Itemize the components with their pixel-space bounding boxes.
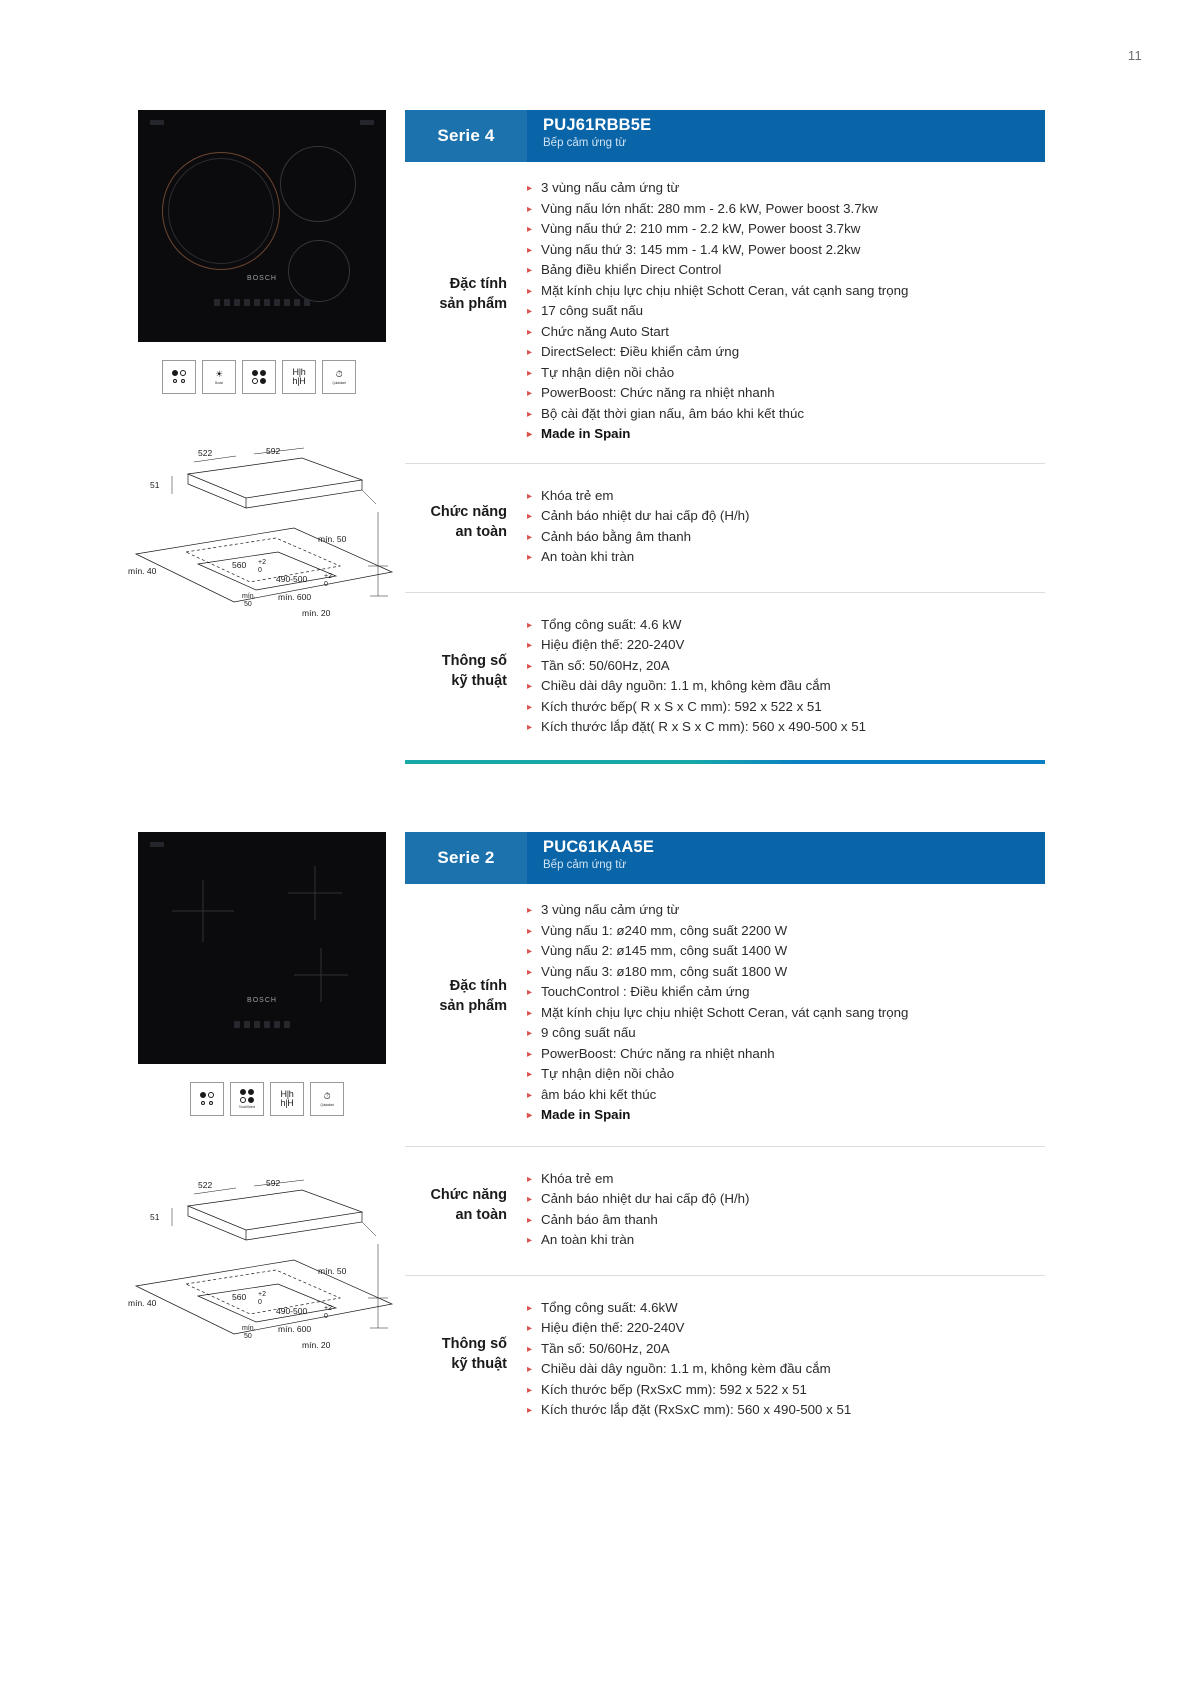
residual-heat-icon: H|h h|H bbox=[270, 1082, 304, 1116]
spec-body-safety bbox=[525, 1169, 1045, 1251]
model-name: PUC61KAA5E bbox=[543, 838, 655, 856]
zone-dots bbox=[200, 1092, 214, 1106]
control-panel-strip bbox=[206, 1018, 318, 1030]
list-item: ▸ Mặt kính chịu lực chịu nhiệt Schott Ceran, vát cạnh sang trọng bbox=[525, 1003, 1045, 1024]
list-item: ▸ Khóa trẻ em bbox=[525, 1169, 1045, 1190]
list-item: ▸ Vùng nấu 1: ø240 mm, công suất 2200 W bbox=[525, 921, 1045, 942]
dim-cutout-width: 560 bbox=[232, 1292, 247, 1302]
product-visuals-serie4 bbox=[128, 110, 386, 621]
list-item: ▸ Cảnh báo nhiệt dư hai cấp độ (H/h) bbox=[525, 1189, 1045, 1210]
four-zones-icon bbox=[162, 360, 196, 394]
feature-icon-row-serie2 bbox=[138, 1082, 386, 1116]
spec-body-technical bbox=[525, 615, 1045, 738]
list-item: ▸ Cảnh báo bằng âm thanh bbox=[525, 527, 1045, 548]
zone-dots bbox=[172, 370, 186, 384]
list-item: ▸ Vùng nấu 3: ø180 mm, công suất 1800 W bbox=[525, 962, 1045, 983]
dim-depth: 522 bbox=[198, 1180, 213, 1190]
spec-row-features bbox=[405, 162, 1045, 463]
spec-label-features: Đặc tính sản phẩm bbox=[439, 276, 507, 312]
control-panel-strip bbox=[206, 296, 318, 308]
power-boost-icon: ☀ Boost bbox=[202, 360, 236, 394]
dim-min-20: mín. 20 bbox=[302, 1340, 331, 1350]
dim-width: 592 bbox=[266, 1178, 281, 1188]
list-item: ▸ Vùng nấu thứ 2: 210 mm - 2.2 kW, Power boost 3.7kw bbox=[525, 219, 1045, 240]
model-subtitle: Bếp cảm ứng từ bbox=[543, 859, 627, 871]
list-item: ▸ Tần số: 50/60Hz, 20A bbox=[525, 1339, 1045, 1360]
drawing-svg bbox=[126, 446, 402, 626]
bosch-logo: BOSCH bbox=[247, 997, 277, 1004]
installation-drawing-serie4 bbox=[128, 446, 390, 621]
list-item: ▸ Tổng công suất: 4.6 kW bbox=[525, 615, 1045, 636]
list-item: ▸ An toàn khi tràn bbox=[525, 547, 1045, 568]
list-item: ▸ Bộ cài đặt thời gian nấu, âm báo khi kết thúc bbox=[525, 404, 1045, 425]
model-box bbox=[527, 110, 1045, 162]
dim-height: 51 bbox=[150, 480, 160, 490]
list-item: ▸ An toàn khi tràn bbox=[525, 1230, 1045, 1251]
icon-caption: Quickstart bbox=[320, 1102, 334, 1107]
list-item: ▸ âm báo khi kết thúc bbox=[525, 1085, 1045, 1106]
spec-row-technical bbox=[405, 592, 1045, 762]
product-header-serie4 bbox=[405, 110, 1045, 162]
touchselect-icon bbox=[230, 1082, 264, 1116]
list-item: ▸ 3 vùng nấu cảm ứng từ bbox=[525, 178, 1045, 199]
list-item: ▸ Mặt kính chịu lực chịu nhiệt Schott Ceran, vát cạnh sang trọng bbox=[525, 281, 1045, 302]
zones-grid-icon bbox=[242, 360, 276, 394]
list-item: ▸ PowerBoost: Chức năng ra nhiệt nhanh bbox=[525, 383, 1045, 404]
dim-height: 51 bbox=[150, 1212, 160, 1222]
section-divider bbox=[405, 760, 1045, 764]
list-item: ▸ DirectSelect: Điều khiển cảm ứng bbox=[525, 342, 1045, 363]
spec-body-safety bbox=[525, 486, 1045, 568]
list-item: ▸ Kích thước bếp (RxSxC mm): 592 x 522 x 51 bbox=[525, 1380, 1045, 1401]
dim-min-600: mín. 600 bbox=[278, 1324, 312, 1334]
svg-text:0: 0 bbox=[324, 1313, 328, 1320]
list-item: ▸ 9 công suất nấu bbox=[525, 1023, 1045, 1044]
spec-row-features bbox=[405, 884, 1045, 1146]
dim-min-50: mín. 50 bbox=[318, 1266, 347, 1276]
cooking-zone-medium bbox=[288, 866, 342, 920]
dim-cutout-width: 560 bbox=[232, 560, 247, 570]
cooking-zone-small bbox=[294, 948, 348, 1002]
spec-label-features: Đặc tính sản phẩm bbox=[439, 978, 507, 1014]
dim-cutout-depth: 490-500 bbox=[276, 574, 308, 584]
list-item: ▸ Hiệu điện thế: 220-240V bbox=[525, 635, 1045, 656]
spec-label-technical: Thông số kỹ thuật bbox=[441, 652, 507, 689]
svg-text:+2: +2 bbox=[258, 559, 266, 566]
spec-body-features bbox=[525, 900, 1045, 1126]
product-photo-serie2 bbox=[138, 832, 386, 1064]
list-item: ▸ 17 công suất nấu bbox=[525, 301, 1045, 322]
list-item: ▸ PowerBoost: Chức năng ra nhiệt nhanh bbox=[525, 1044, 1045, 1065]
spec-row-technical bbox=[405, 1275, 1045, 1445]
list-item: ▸ Khóa trẻ em bbox=[525, 486, 1045, 507]
list-item: ▸ Tự nhận diện nồi chảo bbox=[525, 363, 1045, 384]
list-item: ▸ Chiều dài dây nguồn: 1.1 m, không kèm đầu cắm bbox=[525, 676, 1045, 697]
model-box bbox=[527, 832, 1045, 884]
zone-dots bbox=[240, 1089, 254, 1103]
installation-drawing-serie2 bbox=[128, 1178, 390, 1353]
list-item: ▸ Tần số: 50/60Hz, 20A bbox=[525, 656, 1045, 677]
dim-cutout-depth: 490-500 bbox=[276, 1306, 308, 1316]
serie-badge: Serie 4 bbox=[405, 110, 527, 162]
dim-min-600: mín. 600 bbox=[278, 592, 312, 602]
spec-table-serie4 bbox=[405, 110, 1045, 762]
spec-label-safety: Chức năng an toàn bbox=[430, 1186, 507, 1223]
dim-width: 592 bbox=[266, 446, 281, 456]
list-item: ▸ Tổng công suất: 4.6kW bbox=[525, 1298, 1045, 1319]
dim-min-40: mín. 40 bbox=[128, 1298, 157, 1308]
svg-text:+2: +2 bbox=[258, 1291, 266, 1298]
svg-text:+2: +2 bbox=[324, 573, 332, 580]
product-visuals-serie2 bbox=[128, 832, 386, 1353]
model-name: PUJ61RBB5E bbox=[543, 116, 652, 134]
list-item: ▸ Made in Spain bbox=[525, 424, 1045, 445]
svg-text:50: 50 bbox=[244, 601, 252, 608]
dim-depth: 522 bbox=[198, 448, 213, 458]
list-item: ▸ Chức năng Auto Start bbox=[525, 322, 1045, 343]
list-item: ▸ Made in Spain bbox=[525, 1105, 1045, 1126]
photo-corner-right bbox=[360, 120, 374, 125]
icon-caption: Quickstart bbox=[332, 380, 346, 385]
product-photo-serie4 bbox=[138, 110, 386, 342]
photo-corner-left bbox=[150, 120, 164, 125]
svg-text:50: 50 bbox=[244, 1333, 252, 1340]
list-item: ▸ Hiệu điện thế: 220-240V bbox=[525, 1318, 1045, 1339]
zone-dots bbox=[252, 370, 266, 384]
product-header-serie2 bbox=[405, 832, 1045, 884]
quickstart-timer-icon: ⏱ Quickstart bbox=[322, 360, 356, 394]
list-item: ▸ Tự nhận diện nồi chảo bbox=[525, 1064, 1045, 1085]
list-item: ▸ TouchControl : Điều khiển cảm ứng bbox=[525, 982, 1045, 1003]
list-item: ▸ Kích thước bếp( R x S x C mm): 592 x 522 x 51 bbox=[525, 697, 1045, 718]
svg-text:mín.: mín. bbox=[242, 593, 256, 600]
residual-heat-icon: H|h h|H bbox=[282, 360, 316, 394]
svg-text:+2: +2 bbox=[324, 1305, 332, 1312]
spec-body-technical bbox=[525, 1298, 1045, 1421]
spec-table-serie2 bbox=[405, 832, 1045, 1445]
quickstart-timer-icon: ⏱ Quickstart bbox=[310, 1082, 344, 1116]
list-item: ▸ Kích thước lắp đặt( R x S x C mm): 560 x 490-500 x 51 bbox=[525, 717, 1045, 738]
dim-min-20: mín. 20 bbox=[302, 608, 331, 618]
dim-min-40: mín. 40 bbox=[128, 566, 157, 576]
list-item: ▸ Kích thước lắp đặt (RxSxC mm): 560 x 490-500 x 51 bbox=[525, 1400, 1045, 1421]
list-item: ▸ Vùng nấu 2: ø145 mm, công suất 1400 W bbox=[525, 941, 1045, 962]
drawing-svg bbox=[126, 1178, 402, 1358]
cooking-zone-medium bbox=[280, 146, 356, 222]
page-number: 11 bbox=[1127, 48, 1142, 63]
spec-label-safety: Chức năng an toàn bbox=[430, 503, 507, 540]
cooking-zone-small bbox=[288, 240, 350, 302]
cooking-zone-large bbox=[162, 152, 280, 270]
icon-caption: Boost bbox=[215, 380, 223, 385]
svg-text:mín.: mín. bbox=[242, 1325, 256, 1332]
spec-label-technical: Thông số kỹ thuật bbox=[441, 1335, 507, 1372]
list-item: ▸ Cảnh báo nhiệt dư hai cấp độ (H/h) bbox=[525, 506, 1045, 527]
svg-text:0: 0 bbox=[324, 581, 328, 588]
photo-corner-left bbox=[150, 842, 164, 847]
model-subtitle: Bếp cảm ứng từ bbox=[543, 137, 627, 149]
dim-min-50: mín. 50 bbox=[318, 534, 347, 544]
icon-caption: TouchSelect bbox=[238, 1105, 256, 1109]
list-item: ▸ Vùng nấu lớn nhất: 280 mm - 2.6 kW, Power boost 3.7kw bbox=[525, 199, 1045, 220]
cooking-zone-large bbox=[172, 880, 234, 942]
serie-badge: Serie 2 bbox=[405, 832, 527, 884]
spec-row-safety bbox=[405, 1146, 1045, 1275]
four-zones-icon bbox=[190, 1082, 224, 1116]
svg-text:0: 0 bbox=[258, 567, 262, 574]
svg-text:0: 0 bbox=[258, 1299, 262, 1306]
list-item: ▸ Bảng điều khiển Direct Control bbox=[525, 260, 1045, 281]
spec-row-safety bbox=[405, 463, 1045, 592]
list-item: ▸ Cảnh báo âm thanh bbox=[525, 1210, 1045, 1231]
list-item: ▸ 3 vùng nấu cảm ứng từ bbox=[525, 900, 1045, 921]
bosch-logo: BOSCH bbox=[247, 275, 277, 282]
spec-body-features bbox=[525, 178, 1045, 445]
list-item: ▸ Chiều dài dây nguồn: 1.1 m, không kèm đầu cắm bbox=[525, 1359, 1045, 1380]
feature-icon-row-serie4 bbox=[138, 360, 386, 394]
list-item: ▸ Vùng nấu thứ 3: 145 mm - 1.4 kW, Power boost 2.2kw bbox=[525, 240, 1045, 261]
